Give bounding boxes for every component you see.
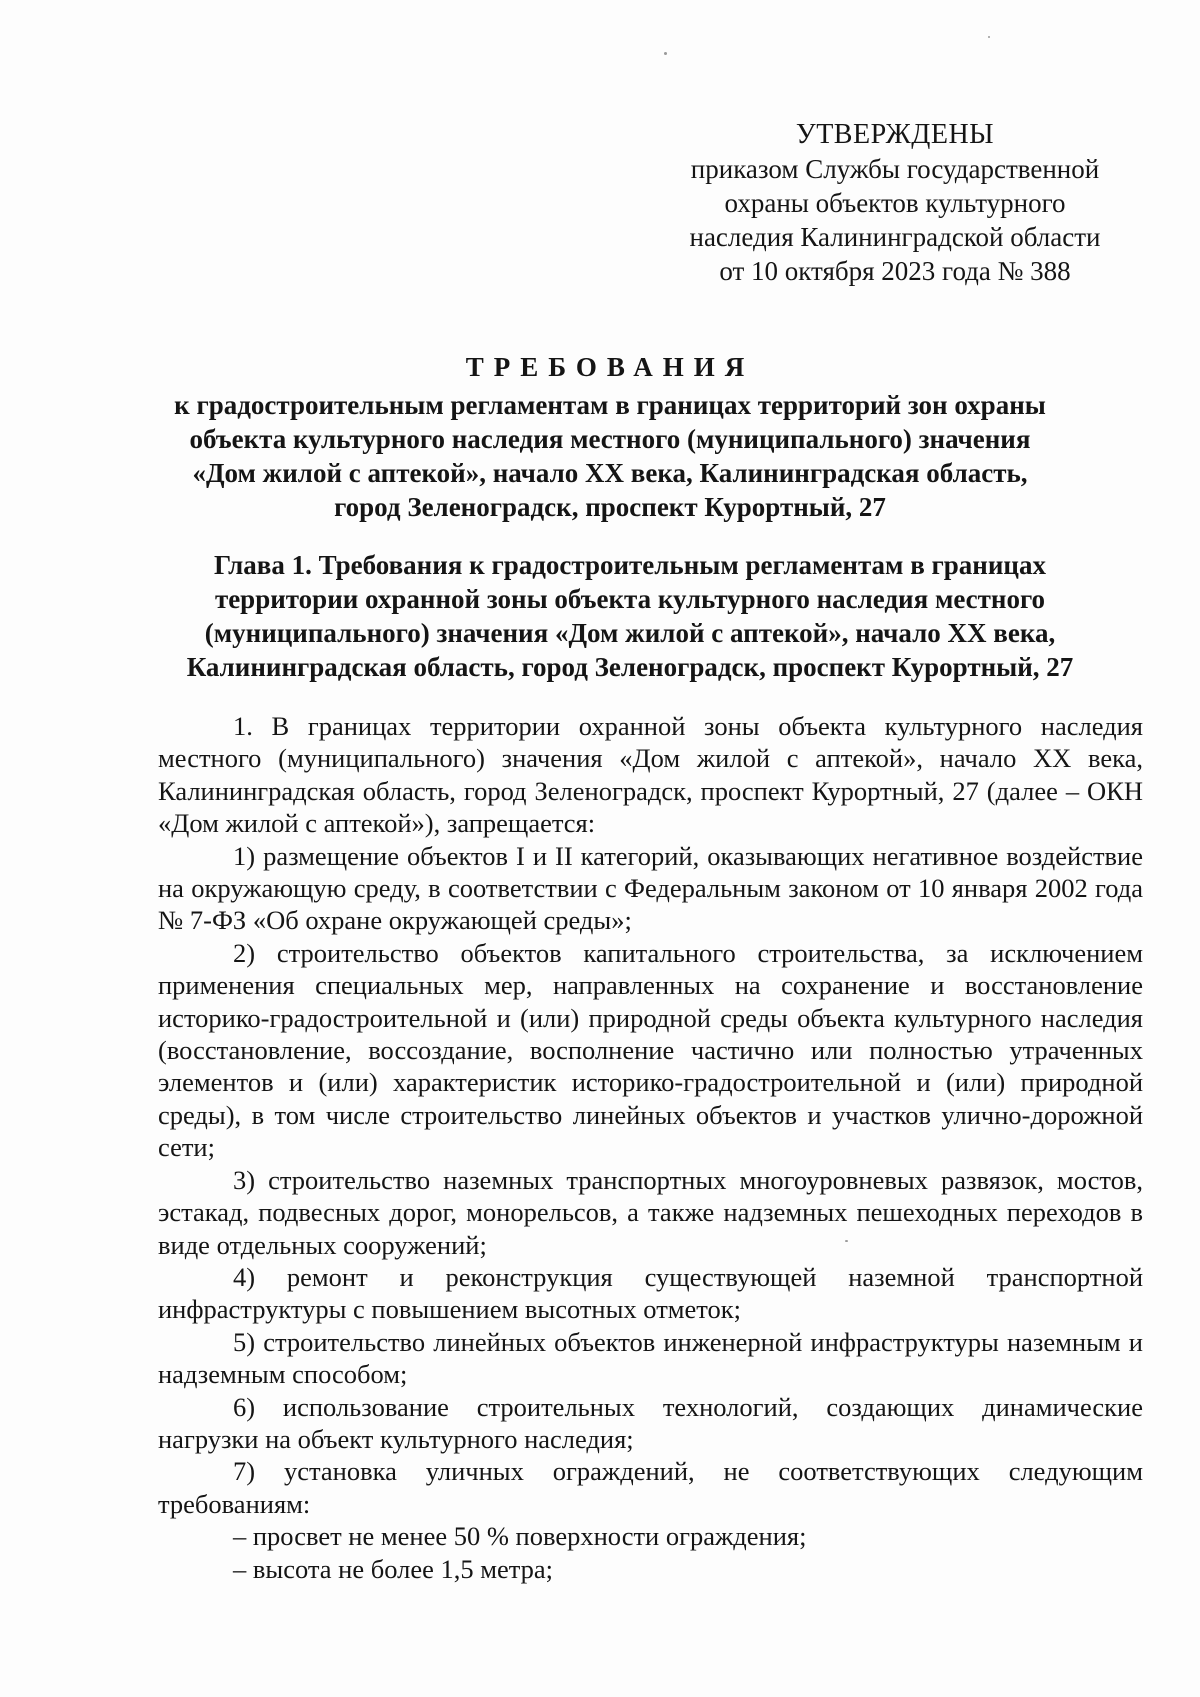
document-subtitle-line: объекта культурного наследия местного (муниципального) значения xyxy=(189,424,1031,454)
document-heading xyxy=(150,350,1070,524)
dash-item: – просвет не менее 50 % поверхности ограждения; xyxy=(233,1521,807,1552)
approval-title: УТВЕРЖДЕНЫ xyxy=(795,119,995,150)
chapter-heading-line: территории охранной зоны объекта культурного наследия местного xyxy=(214,584,1046,614)
scan-speck xyxy=(845,1240,848,1242)
paragraph: 1. В границах территории охранной зоны объекта культурного наследия местного (муниципального) значения «Дом жилой с аптекой», начало XX века, Калининградская область, город Зеленоградск, проспект Курортный, 27 (далее – ОКН «Дом жилой с аптекой»), запрещается: xyxy=(158,711,1143,839)
document-body xyxy=(158,710,1143,1585)
document-title: ТРЕБОВАНИЯ xyxy=(465,352,755,382)
chapter-heading-line: Калининградская область, город Зеленоградск, проспект Курортный, 27 xyxy=(186,652,1074,682)
document-subtitle-line: город Зеленоградск, проспект Курортный, 27 xyxy=(334,492,886,522)
approval-line: от 10 октября 2023 года № 388 xyxy=(719,256,1071,286)
list-item: 7) установка уличных ограждений, не соответствующих следующим требованиям: xyxy=(158,1456,1143,1519)
scan-speck xyxy=(664,52,667,55)
list-item: 3) строительство наземных транспортных многоуровневых развязок, мостов, эстакад, подвесных дорог, монорельсов, а также надземных пешеходных переходов в виде отдельных сооружений; xyxy=(158,1164,1143,1260)
chapter-heading xyxy=(150,548,1110,684)
chapter-heading-line: Глава 1. Требования к градостроительным регламентам в границах xyxy=(214,550,1046,580)
scan-speck xyxy=(988,36,990,38)
document-subtitle-line: «Дом жилой с аптекой», начало XX века, Калининградская область, xyxy=(192,458,1028,488)
list-item: 4) ремонт и реконструкция существующей наземной транспортной инфраструктуры с повышением высотных отметок; xyxy=(158,1261,1143,1325)
list-item: 2) строительство объектов капитального строительства, за исключением применения специальных мер, направленных на сохранение и восстановление историко-градостроительной и (или) природной среды объекта культурного наследия (восстановление, воссоздание, восполнение частично или полностью утраченных элементов и (или) характеристик историко-градостроительной и (или) природной среды), в том числе строительство линейных объектов и участков улично-дорожной сети; xyxy=(158,937,1143,1163)
list-item: 1) размещение объектов I и II категорий, оказывающих негативное воздействие на окружающую среду, в соответствии с Федеральным законом от 10 января 2002 года № 7-ФЗ «Об охране окружающей среды»; xyxy=(158,840,1143,936)
chapter-heading-line: (муниципального) значения «Дом жилой с аптекой», начало XX века, xyxy=(204,618,1056,648)
approval-stamp xyxy=(660,118,1130,288)
list-item: 6) использование строительных технологий, создающих динамические нагрузки на объект культурного наследия; xyxy=(158,1391,1143,1454)
approval-line: наследия Калининградской области xyxy=(689,222,1101,252)
approval-line: приказом Службы государственной xyxy=(690,154,1100,184)
dash-item: – высота не более 1,5 метра; xyxy=(233,1553,554,1584)
list-item: 5) строительство линейных объектов инженерной инфраструктуры наземным и надземным способом; xyxy=(158,1326,1143,1390)
document-subtitle-line: к градостроительным регламентам в границах территорий зон охраны xyxy=(174,390,1046,420)
approval-line: охраны объектов культурного xyxy=(724,188,1066,218)
